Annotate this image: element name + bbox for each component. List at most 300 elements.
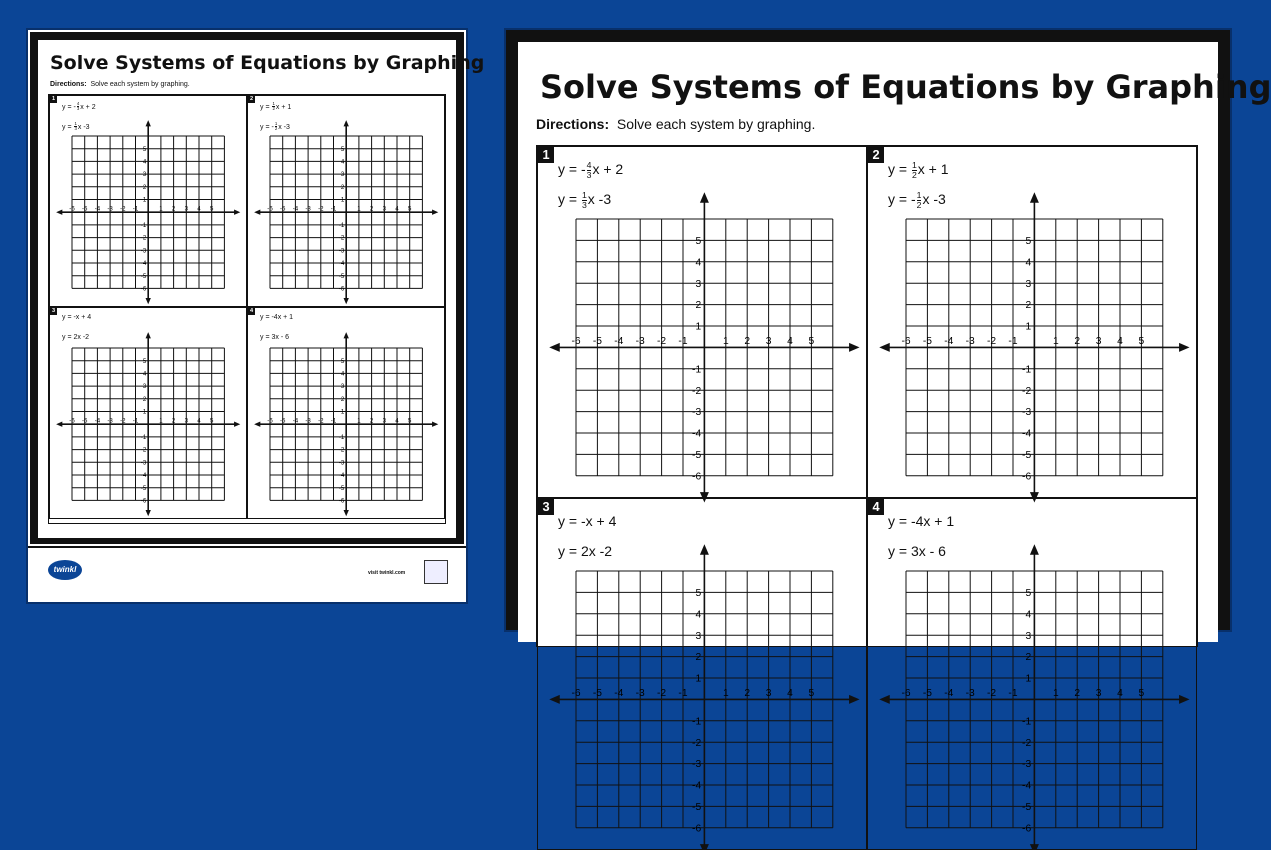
y-axis-arrow-up-icon	[146, 332, 151, 338]
fraction-numerator: 4	[586, 160, 592, 171]
equation-prefix: y =	[888, 161, 911, 177]
y-tick-label: -6	[692, 471, 702, 483]
fraction-numerator: 1	[272, 101, 275, 106]
problem-1	[49, 95, 247, 307]
y-tick-label: -1	[140, 434, 147, 442]
equation-suffix: x -3	[922, 191, 946, 207]
y-tick-label: 4	[1025, 609, 1032, 621]
equation-eq2	[260, 122, 290, 132]
y-tick-label: 4	[695, 257, 702, 269]
x-tick-label: -4	[94, 205, 101, 213]
fraction-numerator: 1	[911, 160, 917, 171]
y-tick-label: 5	[340, 357, 345, 365]
y-tick-label: 4	[142, 158, 147, 166]
y-tick-label: 5	[695, 235, 702, 247]
y-axis-arrow-up-icon	[146, 120, 151, 126]
fraction-denominator: 3	[586, 169, 592, 180]
x-tick-label: 3	[765, 336, 772, 348]
coordinate-grid[interactable]	[901, 219, 1163, 483]
x-tick-label: 5	[408, 417, 412, 425]
x-tick-label: 1	[159, 205, 163, 213]
problem-number-badge: 3	[538, 499, 554, 515]
problem-number-badge: 2	[249, 96, 254, 102]
x-tick-label: 3	[1095, 336, 1102, 348]
y-tick-label: -2	[338, 234, 345, 242]
x-tick-label: -2	[987, 688, 997, 700]
y-tick-label: -1	[692, 364, 702, 376]
y-tick-label: -5	[338, 272, 345, 280]
equation-eq1: y = -x + 4	[62, 314, 92, 321]
equation-eq2	[558, 191, 611, 209]
x-axis-arrow-right-icon	[432, 422, 438, 427]
x-tick-label: -3	[965, 688, 975, 700]
y-tick-label: 1	[142, 196, 147, 204]
fraction-denominator: 3	[581, 199, 587, 210]
x-tick-label: -4	[614, 688, 624, 700]
equation-eq2: y = 3x - 6	[888, 543, 946, 559]
x-axis-arrow-right-icon	[432, 210, 438, 215]
thumbnail-page	[28, 30, 485, 602]
thumbnail-directions-label: Directions:	[50, 81, 87, 88]
y-tick-label: 3	[142, 383, 147, 391]
thumbnail-title: Solve Systems of Equations by Graphing	[50, 52, 485, 74]
coordinate-grid[interactable]	[69, 136, 224, 293]
directions	[536, 116, 815, 132]
fraction-denominator: 2	[272, 106, 275, 112]
y-tick-label: -2	[1022, 385, 1032, 397]
y-tick-label: -4	[1022, 428, 1032, 440]
equation-eq1	[62, 102, 96, 112]
y-tick-label: -3	[1022, 759, 1032, 771]
thumbnail-problem-grid	[48, 94, 446, 524]
y-tick-label: 1	[1025, 673, 1032, 685]
problem-2	[247, 95, 445, 307]
directions-label: Directions:	[536, 116, 610, 132]
coordinate-grid[interactable]	[571, 219, 833, 483]
fraction-denominator: 2	[916, 199, 922, 210]
x-axis-arrow-left-icon	[56, 422, 62, 427]
problem-number-badge: 4	[868, 499, 884, 515]
y-tick-label: -4	[1022, 780, 1032, 792]
x-tick-label: -5	[279, 417, 286, 425]
x-tick-label: 4	[787, 688, 793, 700]
equation-suffix: x -3	[587, 191, 612, 207]
fraction-numerator: 1	[916, 190, 922, 201]
x-tick-label: -1	[330, 205, 337, 213]
fraction-numerator: 1	[581, 190, 587, 201]
x-tick-label: 2	[171, 417, 176, 425]
y-tick-label: -2	[140, 446, 147, 454]
fraction	[582, 191, 587, 209]
y-tick-label: 4	[142, 370, 147, 378]
y-tick-label: 2	[1025, 300, 1032, 312]
y-tick-label: 3	[695, 630, 702, 642]
footer-url: visit twinkl.com	[368, 570, 406, 576]
y-tick-label: -5	[140, 272, 147, 280]
x-axis-arrow-right-icon	[849, 695, 859, 704]
x-tick-label: 2	[369, 205, 374, 213]
y-tick-label: -5	[1022, 449, 1032, 461]
fraction-numerator: 4	[76, 101, 80, 106]
y-tick-label: -6	[1022, 471, 1032, 483]
y-tick-label: -1	[140, 222, 147, 230]
coordinate-grid[interactable]	[267, 348, 422, 505]
x-tick-label: 5	[808, 688, 815, 700]
problem-number-badge: 3	[51, 308, 56, 314]
fraction	[77, 102, 79, 112]
x-tick-label: -5	[81, 417, 88, 425]
x-tick-label: 5	[408, 205, 412, 213]
y-tick-label: 5	[340, 145, 345, 153]
y-tick-label: 4	[340, 370, 345, 378]
x-tick-label: -6	[69, 417, 75, 425]
x-tick-label: 4	[1117, 336, 1123, 348]
coordinate-grid[interactable]	[267, 136, 422, 293]
y-tick-label: -4	[338, 472, 345, 480]
fraction-numerator: 1	[274, 121, 278, 126]
x-tick-label: 4	[197, 417, 201, 425]
worksheet-title: Solve Systems of Equations by Graphing	[540, 68, 1271, 106]
y-tick-label: -5	[1022, 801, 1032, 813]
x-tick-label: -6	[267, 417, 273, 425]
y-tick-label: 1	[695, 321, 702, 333]
y-tick-label: 1	[142, 408, 147, 416]
problem-number-badge: 2	[868, 147, 884, 163]
x-tick-label: 2	[369, 417, 374, 425]
x-tick-label: -4	[944, 336, 954, 348]
y-tick-label: -3	[140, 247, 147, 255]
y-tick-label: -5	[338, 484, 345, 492]
x-tick-label: 5	[210, 417, 214, 425]
fraction-denominator: 3	[74, 126, 77, 132]
x-tick-label: -4	[944, 688, 954, 700]
x-axis-arrow-right-icon	[234, 422, 240, 427]
x-axis-arrow-right-icon	[1179, 343, 1189, 352]
fraction	[272, 102, 274, 112]
equation-prefix: y = -	[888, 191, 916, 207]
y-tick-label: 5	[142, 357, 147, 365]
problem-3	[537, 498, 867, 850]
x-tick-label: -5	[922, 688, 932, 700]
quality-badge-icon	[424, 560, 448, 584]
x-axis-arrow-left-icon	[879, 343, 889, 352]
y-tick-label: -1	[1022, 716, 1032, 728]
equation-eq2: y = 3x - 6	[260, 334, 289, 341]
y-tick-label: -3	[338, 459, 345, 467]
x-tick-label: -2	[318, 417, 324, 425]
y-tick-label: 3	[340, 383, 345, 391]
y-tick-label: 3	[695, 278, 702, 290]
x-tick-label: -6	[571, 336, 581, 348]
x-tick-label: -3	[635, 336, 645, 348]
x-tick-label: 2	[171, 205, 176, 213]
problem-number-badge: 1	[51, 96, 56, 102]
y-tick-label: 5	[1025, 235, 1032, 247]
x-tick-label: -2	[120, 417, 126, 425]
x-tick-label: 4	[395, 417, 399, 425]
problem-1	[537, 146, 867, 498]
x-tick-label: 1	[357, 205, 361, 213]
equation-eq1	[558, 161, 623, 179]
equation-prefix: y =	[62, 123, 74, 131]
x-tick-label: -1	[678, 688, 688, 700]
equation-eq1: y = -4x + 1	[888, 513, 955, 529]
x-tick-label: 3	[184, 417, 188, 425]
equation-eq2: y = 2x -2	[558, 543, 613, 559]
x-tick-label: 2	[744, 336, 751, 348]
x-tick-label: 1	[722, 336, 729, 348]
directions-text: Solve each system by graphing.	[616, 116, 816, 132]
problem-grid	[536, 145, 1198, 835]
x-tick-label: -3	[305, 417, 311, 425]
y-tick-label: -5	[692, 801, 702, 813]
equation-prefix: y =	[558, 191, 581, 207]
equation-suffix: x + 2	[592, 161, 624, 177]
equation-prefix: y = -	[260, 123, 274, 131]
x-tick-label: -3	[965, 336, 975, 348]
x-axis-arrow-left-icon	[549, 343, 559, 352]
y-tick-label: 2	[695, 652, 702, 664]
y-tick-label: -5	[692, 449, 702, 461]
problem-4	[247, 307, 445, 519]
x-tick-label: -2	[987, 336, 997, 348]
equation-suffix: x + 2	[80, 103, 96, 111]
y-tick-label: 3	[1025, 278, 1032, 290]
equation-suffix: x -3	[77, 123, 90, 131]
y-axis-arrow-up-icon	[344, 120, 349, 126]
x-tick-label: -4	[614, 336, 624, 348]
x-tick-label: -1	[1008, 336, 1018, 348]
y-tick-label: -1	[338, 434, 345, 442]
y-tick-label: 4	[695, 609, 702, 621]
x-tick-label: 3	[382, 417, 386, 425]
y-tick-label: -2	[692, 737, 702, 749]
x-tick-label: -6	[267, 205, 273, 213]
x-tick-label: 5	[210, 205, 214, 213]
y-tick-label: -3	[140, 459, 147, 467]
x-tick-label: -1	[330, 417, 337, 425]
x-tick-label: 5	[1138, 688, 1145, 700]
y-tick-label: 1	[340, 196, 345, 204]
y-tick-label: -2	[692, 385, 702, 397]
fraction	[587, 161, 592, 179]
twinkl-logo: twinkl	[48, 560, 82, 580]
problem-4	[867, 498, 1197, 850]
x-tick-label: 3	[382, 205, 386, 213]
y-tick-label: 1	[1025, 321, 1032, 333]
y-axis-arrow-up-icon	[1030, 544, 1039, 554]
y-axis-arrow-down-icon	[146, 298, 151, 304]
problem-number-badge: 1	[538, 147, 554, 163]
x-axis-arrow-left-icon	[56, 210, 62, 215]
x-tick-label: -1	[132, 205, 139, 213]
fraction	[917, 191, 922, 209]
thumbnail-footer	[28, 546, 466, 602]
x-tick-label: 2	[1074, 336, 1081, 348]
x-tick-label: -6	[901, 336, 911, 348]
coordinate-grid[interactable]	[571, 571, 833, 835]
equation-prefix: y = -	[558, 161, 586, 177]
fraction-numerator: 1	[74, 121, 77, 126]
x-tick-label: -5	[81, 205, 88, 213]
y-tick-label: 2	[340, 183, 345, 191]
y-tick-label: -6	[692, 823, 702, 835]
problem-2	[867, 146, 1197, 498]
y-tick-label: 4	[340, 158, 345, 166]
y-tick-label: 2	[695, 300, 702, 312]
x-tick-label: -4	[292, 205, 299, 213]
x-tick-label: -4	[292, 417, 299, 425]
y-tick-label: -3	[692, 407, 702, 419]
thumbnail-directions-text: Solve each system by graphing.	[90, 81, 190, 88]
x-tick-label: 3	[1095, 688, 1102, 700]
x-tick-label: 1	[1052, 688, 1059, 700]
y-tick-label: 1	[340, 408, 345, 416]
x-tick-label: -6	[571, 688, 581, 700]
y-tick-label: 3	[142, 171, 147, 179]
y-tick-label: -6	[338, 285, 345, 293]
fraction-denominator: 3	[76, 106, 80, 112]
x-tick-label: -2	[657, 688, 667, 700]
y-tick-label: -6	[1022, 823, 1032, 835]
fraction-denominator: 2	[274, 126, 278, 132]
problem-3	[49, 307, 247, 519]
thumbnail-directions	[50, 81, 190, 88]
equation-prefix: y = -	[62, 103, 76, 111]
y-tick-label: 5	[695, 587, 702, 599]
x-tick-label: -4	[94, 417, 101, 425]
x-tick-label: -2	[120, 205, 126, 213]
equation-suffix: x -3	[278, 123, 290, 131]
x-tick-label: -6	[901, 688, 911, 700]
x-tick-label: -1	[132, 417, 139, 425]
y-tick-label: -1	[338, 222, 345, 230]
y-tick-label: -2	[1022, 737, 1032, 749]
x-axis-arrow-right-icon	[1179, 695, 1189, 704]
y-axis-arrow-up-icon	[700, 544, 709, 554]
y-tick-label: 2	[340, 395, 345, 403]
y-tick-label: -4	[692, 780, 702, 792]
x-tick-label: -5	[592, 336, 602, 348]
x-tick-label: 3	[765, 688, 772, 700]
y-tick-label: -4	[140, 260, 147, 268]
x-tick-label: -1	[678, 336, 688, 348]
x-tick-label: 4	[1117, 688, 1123, 700]
x-axis-arrow-left-icon	[254, 422, 260, 427]
x-tick-label: -5	[592, 688, 602, 700]
x-tick-label: 2	[744, 688, 751, 700]
x-axis-arrow-left-icon	[549, 695, 559, 704]
y-tick-label: 5	[1025, 587, 1032, 599]
x-tick-label: -3	[107, 205, 113, 213]
x-axis-arrow-left-icon	[254, 210, 260, 215]
y-tick-label: 3	[340, 171, 345, 179]
y-tick-label: 3	[1025, 630, 1032, 642]
y-tick-label: 1	[695, 673, 702, 685]
x-tick-label: -6	[69, 205, 75, 213]
y-tick-label: -3	[692, 759, 702, 771]
equation-eq1: y = -4x + 1	[260, 314, 294, 321]
x-tick-label: -5	[922, 336, 932, 348]
y-tick-label: -4	[140, 472, 147, 480]
x-tick-label: 1	[159, 417, 163, 425]
equation-eq1	[888, 161, 949, 179]
problem-number-badge: 4	[249, 308, 254, 314]
equation-eq1	[260, 102, 291, 112]
x-tick-label: 4	[197, 205, 201, 213]
x-tick-label: 1	[1052, 336, 1059, 348]
y-tick-label: -4	[338, 260, 345, 268]
x-tick-label: 3	[184, 205, 188, 213]
x-tick-label: 4	[787, 336, 793, 348]
fraction-denominator: 2	[911, 169, 917, 180]
y-axis-arrow-down-icon	[344, 298, 349, 304]
y-tick-label: 4	[1025, 257, 1032, 269]
equation-suffix: x + 1	[917, 161, 949, 177]
x-tick-label: -3	[107, 417, 113, 425]
x-tick-label: 5	[808, 336, 815, 348]
y-axis-arrow-up-icon	[344, 332, 349, 338]
y-tick-label: -3	[1022, 407, 1032, 419]
x-tick-label: -3	[305, 205, 311, 213]
x-axis-arrow-right-icon	[849, 343, 859, 352]
equation-eq2	[62, 122, 90, 132]
y-tick-label: 2	[142, 395, 147, 403]
y-tick-label: -2	[338, 446, 345, 454]
coordinate-grid[interactable]	[901, 571, 1163, 835]
equation-prefix: y =	[260, 103, 272, 111]
y-tick-label: -1	[1022, 364, 1032, 376]
fraction	[74, 122, 76, 132]
equation-eq2	[888, 191, 946, 209]
y-axis-arrow-down-icon	[146, 510, 151, 516]
zoomed-page	[506, 30, 1271, 835]
coordinate-grid[interactable]	[69, 348, 224, 505]
y-tick-label: -3	[338, 247, 345, 255]
y-tick-label: -6	[140, 497, 147, 505]
y-axis-arrow-up-icon	[700, 192, 709, 202]
x-tick-label: -3	[635, 688, 645, 700]
x-tick-label: 2	[1074, 688, 1081, 700]
x-tick-label: 4	[395, 205, 399, 213]
y-axis-arrow-down-icon	[700, 844, 709, 850]
x-axis-arrow-left-icon	[879, 695, 889, 704]
x-tick-label: -2	[318, 205, 324, 213]
x-tick-label: -2	[657, 336, 667, 348]
equation-suffix: x + 1	[275, 103, 292, 111]
equation-eq2: y = 2x -2	[62, 334, 90, 341]
equation-eq1: y = -x + 4	[558, 513, 617, 529]
y-tick-label: -6	[338, 497, 345, 505]
x-tick-label: 1	[722, 688, 729, 700]
y-tick-label: 2	[1025, 652, 1032, 664]
y-tick-label: 2	[142, 183, 147, 191]
x-tick-label: -5	[279, 205, 286, 213]
y-tick-label: 5	[142, 145, 147, 153]
x-tick-label: 1	[357, 417, 361, 425]
y-tick-label: -6	[140, 285, 147, 293]
fraction	[275, 122, 277, 132]
y-axis-arrow-down-icon	[344, 510, 349, 516]
y-tick-label: -2	[140, 234, 147, 242]
y-tick-label: -1	[692, 716, 702, 728]
fraction	[912, 161, 917, 179]
y-tick-label: -5	[140, 484, 147, 492]
y-axis-arrow-up-icon	[1030, 192, 1039, 202]
x-tick-label: 5	[1138, 336, 1145, 348]
y-axis-arrow-down-icon	[1030, 844, 1039, 850]
x-tick-label: -1	[1008, 688, 1018, 700]
